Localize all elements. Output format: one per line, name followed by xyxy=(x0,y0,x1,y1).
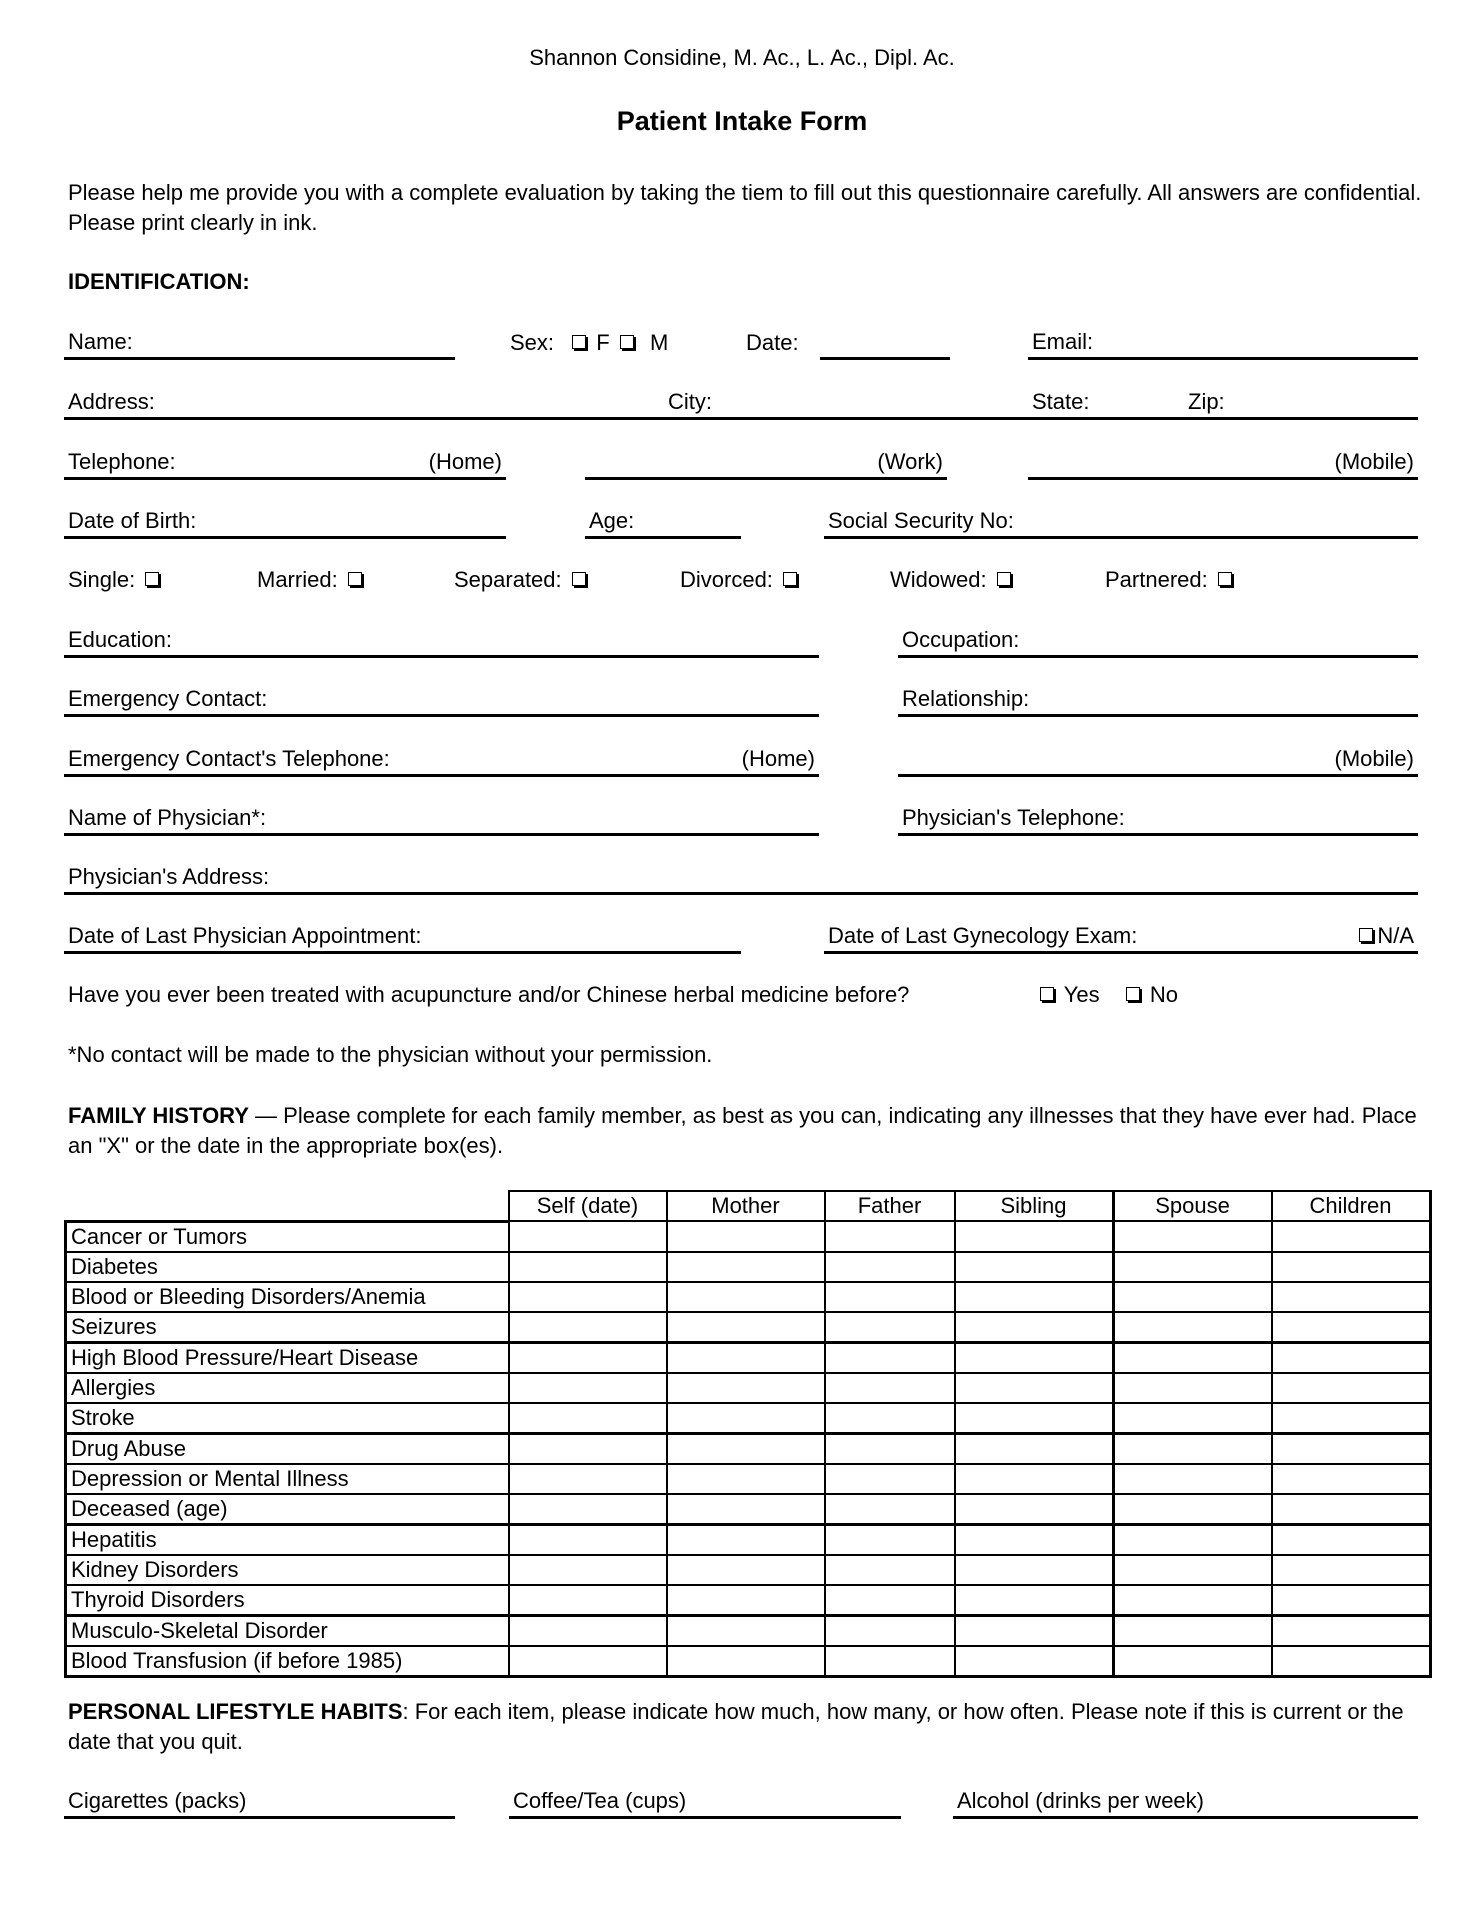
column-header: Self (date) xyxy=(509,1191,667,1221)
identification-heading: IDENTIFICATION: xyxy=(68,269,250,294)
history-cell[interactable] xyxy=(509,1373,667,1403)
state-label: State: xyxy=(1032,389,1090,414)
history-cell[interactable] xyxy=(825,1221,955,1252)
city-label: City: xyxy=(668,389,712,414)
history-cell[interactable] xyxy=(1272,1555,1431,1585)
history-cell[interactable] xyxy=(509,1252,667,1282)
ec-telephone-home-label: (Home) xyxy=(741,746,815,771)
column-header: Mother xyxy=(667,1191,825,1221)
table-row xyxy=(66,1494,1431,1525)
history-cell[interactable] xyxy=(1272,1433,1431,1464)
history-cell[interactable] xyxy=(509,1646,667,1677)
coffee-tea-label: Coffee/Tea (cups) xyxy=(513,1788,687,1813)
email-label: Email: xyxy=(1032,329,1094,354)
condition-label: Cancer or Tumors xyxy=(66,1221,509,1252)
no-contact-note: *No contact will be made to the physician without your permission. xyxy=(68,1042,713,1067)
sex-female-label: F xyxy=(596,330,610,355)
history-cell[interactable] xyxy=(1272,1524,1431,1555)
history-cell[interactable] xyxy=(667,1494,825,1525)
history-cell[interactable] xyxy=(1272,1312,1431,1343)
table-row xyxy=(66,1555,1431,1585)
occupation-field[interactable] xyxy=(898,625,1418,658)
history-cell[interactable] xyxy=(825,1312,955,1343)
history-cell[interactable] xyxy=(667,1646,825,1677)
history-cell[interactable] xyxy=(955,1252,1114,1282)
condition-label: Blood Transfusion (if before 1985) xyxy=(66,1646,509,1677)
sex-group xyxy=(510,330,668,356)
marital-partnered-checkbox[interactable] xyxy=(1218,572,1232,586)
family-history-instructions: — Please complete for each family member, as best as you can, indicating any illnesses that they have ever had. Place an "X" or the date in the appropriate box(es). xyxy=(68,1103,1417,1158)
condition-label: Kidney Disorders xyxy=(66,1555,509,1585)
emergency-contact-field[interactable] xyxy=(64,684,819,717)
history-cell[interactable] xyxy=(1113,1403,1272,1434)
history-cell[interactable] xyxy=(1113,1221,1272,1252)
ssn-field[interactable] xyxy=(824,506,1418,539)
history-cell[interactable] xyxy=(825,1524,955,1555)
history-cell[interactable] xyxy=(955,1524,1114,1555)
history-cell[interactable] xyxy=(955,1373,1114,1403)
history-cell[interactable] xyxy=(667,1342,825,1373)
history-cell[interactable] xyxy=(955,1615,1114,1646)
education-field[interactable] xyxy=(64,625,819,658)
telephone-label: Telephone: xyxy=(68,449,176,474)
coffee-tea-field[interactable] xyxy=(509,1786,901,1819)
telephone-home-field[interactable] xyxy=(64,447,506,480)
date-label: Date: xyxy=(746,330,799,355)
column-header: Father xyxy=(825,1191,955,1221)
column-header: Sibling xyxy=(955,1191,1114,1221)
cigarettes-label: Cigarettes (packs) xyxy=(68,1788,247,1813)
history-cell[interactable] xyxy=(825,1494,955,1525)
history-cell[interactable] xyxy=(509,1312,667,1343)
marital-separated-label: Separated: xyxy=(454,567,562,592)
history-cell[interactable] xyxy=(1272,1282,1431,1312)
history-cell[interactable] xyxy=(1272,1585,1431,1616)
page-title: Patient Intake Form xyxy=(616,106,868,136)
history-cell[interactable] xyxy=(509,1221,667,1252)
ec-telephone-mobile-label: (Mobile) xyxy=(1334,746,1414,771)
condition-label: High Blood Pressure/Heart Disease xyxy=(66,1342,509,1373)
history-cell[interactable] xyxy=(955,1433,1114,1464)
lifestyle-intro xyxy=(68,1697,1428,1757)
condition-label: Drug Abuse xyxy=(66,1433,509,1464)
history-cell[interactable] xyxy=(667,1282,825,1312)
condition-label: Musculo-Skeletal Disorder xyxy=(66,1615,509,1646)
physician-name-field[interactable] xyxy=(64,803,819,836)
gyn-na-label: N/A xyxy=(1377,923,1414,948)
table-row xyxy=(66,1524,1431,1555)
condition-label: Allergies xyxy=(66,1373,509,1403)
history-cell[interactable] xyxy=(1113,1433,1272,1464)
history-cell[interactable] xyxy=(1113,1312,1272,1343)
history-cell[interactable] xyxy=(1113,1373,1272,1403)
telephone-mobile-label: (Mobile) xyxy=(1334,449,1414,474)
marital-widowed-label: Widowed: xyxy=(890,567,987,592)
marital-partnered-label: Partnered: xyxy=(1105,567,1208,592)
table-row xyxy=(66,1464,1431,1494)
telephone-home-label: (Home) xyxy=(428,449,502,474)
acupuncture-question: Have you ever been treated with acupuncture and/or Chinese herbal medicine before? xyxy=(68,982,910,1007)
history-cell[interactable] xyxy=(825,1585,955,1616)
table-row xyxy=(66,1403,1431,1434)
history-cell[interactable] xyxy=(1272,1646,1431,1677)
relationship-field[interactable] xyxy=(898,684,1418,717)
history-cell[interactable] xyxy=(1113,1524,1272,1555)
history-cell[interactable] xyxy=(509,1464,667,1494)
history-cell[interactable] xyxy=(825,1252,955,1282)
history-cell[interactable] xyxy=(1272,1252,1431,1282)
history-cell[interactable] xyxy=(509,1282,667,1312)
history-cell[interactable] xyxy=(509,1585,667,1616)
acupuncture-yes-checkbox[interactable] xyxy=(1040,987,1054,1001)
education-label: Education: xyxy=(68,627,172,652)
lifestyle-heading: PERSONAL LIFESTYLE HABITS xyxy=(68,1699,403,1724)
ec-telephone-home-field[interactable] xyxy=(64,744,819,777)
history-cell[interactable] xyxy=(509,1403,667,1434)
history-cell[interactable] xyxy=(509,1342,667,1373)
marital-divorced-checkbox[interactable] xyxy=(783,572,797,586)
history-cell[interactable] xyxy=(825,1433,955,1464)
condition-label: Depression or Mental Illness xyxy=(66,1464,509,1494)
history-cell[interactable] xyxy=(1272,1342,1431,1373)
condition-label: Deceased (age) xyxy=(66,1494,509,1525)
history-cell[interactable] xyxy=(509,1433,667,1464)
physician-telephone-field[interactable] xyxy=(898,803,1418,836)
gyn-na-checkbox[interactable] xyxy=(1359,928,1373,942)
marital-single-label: Single: xyxy=(68,567,136,592)
history-cell[interactable] xyxy=(955,1494,1114,1525)
condition-label: Diabetes xyxy=(66,1252,509,1282)
history-cell[interactable] xyxy=(825,1373,955,1403)
last-gyn-exam-label: Date of Last Gynecology Exam: xyxy=(828,923,1138,948)
marital-partnered xyxy=(1105,567,1236,593)
history-cell[interactable] xyxy=(667,1585,825,1616)
history-cell[interactable] xyxy=(667,1221,825,1252)
sex-male-checkbox[interactable] xyxy=(620,335,634,349)
table-row xyxy=(66,1282,1431,1312)
history-cell[interactable] xyxy=(1113,1494,1272,1525)
history-cell[interactable] xyxy=(667,1524,825,1555)
header-blank xyxy=(66,1191,509,1221)
zip-label: Zip: xyxy=(1188,389,1225,414)
condition-label: Blood or Bleeding Disorders/Anemia xyxy=(66,1282,509,1312)
marital-separated-checkbox[interactable] xyxy=(572,572,586,586)
history-cell[interactable] xyxy=(1272,1403,1431,1434)
history-cell[interactable] xyxy=(509,1555,667,1585)
alcohol-label: Alcohol (drinks per week) xyxy=(957,1788,1204,1813)
marital-single-checkbox[interactable] xyxy=(145,572,159,586)
acupuncture-options xyxy=(1036,982,1178,1008)
history-cell[interactable] xyxy=(509,1524,667,1555)
lifestyle-instructions: : For each item, please indicate how much, how many, or how often. Please note if this is current or the date that you quit. xyxy=(68,1699,1404,1754)
history-cell[interactable] xyxy=(955,1555,1114,1585)
address-field[interactable] xyxy=(64,387,1418,420)
history-cell[interactable] xyxy=(1113,1282,1272,1312)
email-field[interactable] xyxy=(1028,327,1418,360)
table-row xyxy=(66,1585,1431,1616)
condition-label: Hepatitis xyxy=(66,1524,509,1555)
history-cell[interactable] xyxy=(509,1494,667,1525)
age-field[interactable] xyxy=(585,506,741,539)
history-cell[interactable] xyxy=(667,1252,825,1282)
marital-married-checkbox[interactable] xyxy=(348,572,362,586)
history-cell[interactable] xyxy=(1113,1464,1272,1494)
history-cell[interactable] xyxy=(825,1342,955,1373)
table-row xyxy=(66,1312,1431,1343)
family-history-table xyxy=(64,1190,1432,1678)
history-cell[interactable] xyxy=(1113,1646,1272,1677)
marital-separated xyxy=(454,567,590,593)
acupuncture-no-checkbox[interactable] xyxy=(1126,987,1140,1001)
history-cell[interactable] xyxy=(1272,1373,1431,1403)
marital-widowed-checkbox[interactable] xyxy=(997,572,1011,586)
history-cell[interactable] xyxy=(825,1615,955,1646)
history-cell[interactable] xyxy=(667,1464,825,1494)
ec-telephone-label: Emergency Contact's Telephone: xyxy=(68,746,390,771)
ssn-label: Social Security No: xyxy=(828,508,1014,533)
history-cell[interactable] xyxy=(825,1555,955,1585)
marital-divorced-label: Divorced: xyxy=(680,567,773,592)
alcohol-field[interactable] xyxy=(953,1786,1418,1819)
acupuncture-no-label: No xyxy=(1149,982,1178,1007)
history-cell[interactable] xyxy=(955,1312,1114,1343)
relationship-label: Relationship: xyxy=(902,686,1030,711)
address-label: Address: xyxy=(68,389,155,414)
history-cell[interactable] xyxy=(667,1403,825,1434)
name-field[interactable] xyxy=(64,327,455,360)
history-cell[interactable] xyxy=(1113,1585,1272,1616)
table-row xyxy=(66,1646,1431,1677)
sex-male-label: M xyxy=(649,330,669,355)
age-label: Age: xyxy=(589,508,635,533)
history-cell[interactable] xyxy=(1272,1221,1431,1252)
dob-label: Date of Birth: xyxy=(68,508,197,533)
practitioner-name: Shannon Considine, M. Ac., L. Ac., Dipl. Ac. xyxy=(529,45,955,70)
marital-widowed xyxy=(890,567,1015,593)
family-history-body xyxy=(66,1221,1431,1676)
history-cell[interactable] xyxy=(1113,1555,1272,1585)
history-cell[interactable] xyxy=(825,1464,955,1494)
physician-name-label: Name of Physician*: xyxy=(68,805,267,830)
physician-address-field[interactable] xyxy=(64,862,1418,895)
history-cell[interactable] xyxy=(1113,1252,1272,1282)
sex-label: Sex: xyxy=(510,330,555,355)
history-cell[interactable] xyxy=(667,1555,825,1585)
last-appointment-field[interactable] xyxy=(64,921,741,954)
history-cell[interactable] xyxy=(825,1403,955,1434)
history-cell[interactable] xyxy=(667,1433,825,1464)
history-cell[interactable] xyxy=(667,1615,825,1646)
physician-address-label: Physician's Address: xyxy=(68,864,270,889)
history-cell[interactable] xyxy=(955,1403,1114,1434)
history-cell[interactable] xyxy=(509,1615,667,1646)
table-row xyxy=(66,1221,1431,1252)
history-cell[interactable] xyxy=(1113,1342,1272,1373)
family-history-intro xyxy=(68,1101,1428,1161)
intro-text: Please help me provide you with a complete evaluation by taking the tiem to fill out this questionnaire carefully. All answers are confidential. Please print clearly in ink. xyxy=(68,180,1422,235)
table-row xyxy=(66,1615,1431,1646)
table-row xyxy=(66,1433,1431,1464)
family-history-header-row xyxy=(66,1191,1431,1221)
gyn-na-option xyxy=(1355,923,1414,949)
table-row xyxy=(66,1252,1431,1282)
telephone-work-label: (Work) xyxy=(877,449,943,474)
history-cell[interactable] xyxy=(955,1646,1114,1677)
condition-label: Seizures xyxy=(66,1312,509,1343)
last-gyn-exam-field[interactable] xyxy=(824,921,1418,954)
emergency-contact-label: Emergency Contact: xyxy=(68,686,268,711)
marital-single xyxy=(68,567,163,593)
family-history-heading: FAMILY HISTORY xyxy=(68,1103,249,1128)
marital-married-label: Married: xyxy=(257,567,338,592)
table-row xyxy=(66,1342,1431,1373)
occupation-label: Occupation: xyxy=(902,627,1020,652)
table-row xyxy=(66,1373,1431,1403)
column-header: Children xyxy=(1272,1191,1431,1221)
history-cell[interactable] xyxy=(955,1464,1114,1494)
marital-divorced xyxy=(680,567,801,593)
cigarettes-field[interactable] xyxy=(64,1786,455,1819)
column-header: Spouse xyxy=(1113,1191,1272,1221)
history-cell[interactable] xyxy=(955,1282,1114,1312)
history-cell[interactable] xyxy=(1272,1615,1431,1646)
condition-label: Thyroid Disorders xyxy=(66,1585,509,1616)
history-cell[interactable] xyxy=(1113,1615,1272,1646)
date-field[interactable] xyxy=(820,327,950,360)
physician-telephone-label: Physician's Telephone: xyxy=(902,805,1125,830)
condition-label: Stroke xyxy=(66,1403,509,1434)
history-cell[interactable] xyxy=(667,1312,825,1343)
history-cell[interactable] xyxy=(667,1373,825,1403)
history-cell[interactable] xyxy=(955,1342,1114,1373)
history-cell[interactable] xyxy=(955,1221,1114,1252)
name-label: Name: xyxy=(68,329,133,354)
sex-female-checkbox[interactable] xyxy=(572,335,586,349)
marital-married xyxy=(257,567,366,593)
telephone-mobile-field[interactable] xyxy=(1028,447,1418,480)
last-appointment-label: Date of Last Physician Appointment: xyxy=(68,923,422,948)
acupuncture-yes-label: Yes xyxy=(1063,982,1100,1007)
telephone-work-field[interactable] xyxy=(585,447,947,480)
history-cell[interactable] xyxy=(1272,1494,1431,1525)
history-cell[interactable] xyxy=(825,1646,955,1677)
history-cell[interactable] xyxy=(1272,1464,1431,1494)
history-cell[interactable] xyxy=(825,1282,955,1312)
ec-telephone-mobile-field[interactable] xyxy=(898,744,1418,777)
dob-field[interactable] xyxy=(64,506,506,539)
history-cell[interactable] xyxy=(955,1585,1114,1616)
